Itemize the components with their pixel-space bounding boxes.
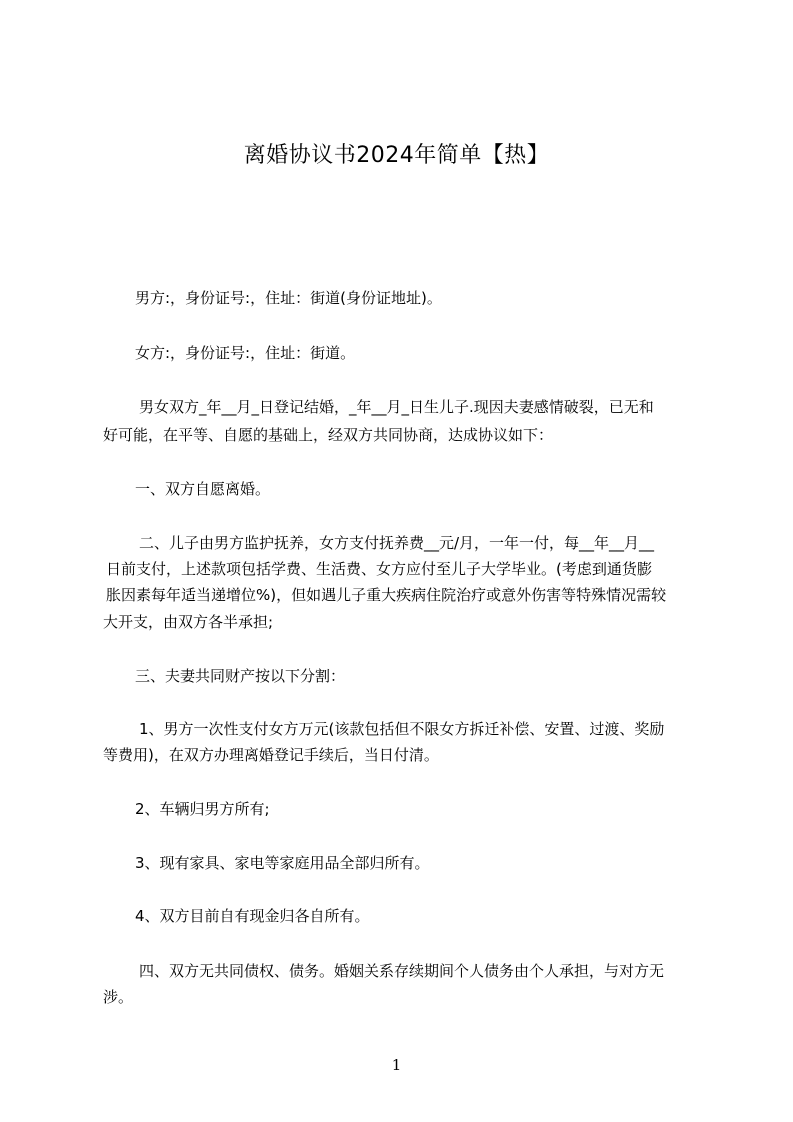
clause-4-line-2: 涉。 [103,988,134,1006]
clause-3-item-2: 2、车辆归男方所有; [135,800,270,818]
clause-2-line-4: 大开支，由双方各半承担; [103,613,274,631]
clause-4-line-1: 四、双方无共同债权、债务。婚姻关系存续期间个人债务由个人承担，与对方无 [139,962,665,980]
clause-2-line-1: 二、儿子由男方监护抚养，女方支付抚养费__元/月，一年一付，每__年__月__ [139,534,655,552]
clause-3-item-4: 4、双方目前自有现金归各自所有。 [135,907,370,925]
clause-3-item-3: 3、现有家具、家电等家庭用品全部归所有。 [135,854,430,872]
clause-2-line-2: 日前支付，上述款项包括学费、生活费、女方应付至儿子大学毕业。(考虑到通货膨 [106,560,652,578]
paragraph-marriage-line-2: 好可能，在平等、自愿的基础上，经双方共同协商，达成协议如下： [103,426,554,444]
clause-3: 三、夫妻共同财产按以下分割： [135,667,346,685]
page-number: 1 [391,1056,402,1074]
clause-3-item-1-line-2: 等费用)，在双方办理离婚登记手续后，当日付清。 [103,746,439,764]
paragraph-wife-info: 女方:，身份证号:，住址：街道。 [135,344,356,362]
clause-1: 一、双方自愿离婚。 [135,480,271,498]
paragraph-husband-info: 男方:，身份证号:，住址：街道(身份证地址)。 [135,289,442,307]
clause-2-line-3: 胀因素每年适当递增位%)，但如遇儿子重大疾病住院治疗或意外伤害等特殊情况需较 [106,586,667,604]
document-title: 离婚协议书2024年简单【热】 [243,143,550,168]
paragraph-marriage-line-1: 男女双方_年__月_日登记结婚，_年__月_日生儿子.现因夫妻感情破裂，已无和 [139,398,654,416]
clause-3-item-1-line-1: 1、男方一次性支付女方万元(该款包括但不限女方拆迁补偿、安置、过渡、奖励 [139,720,665,738]
